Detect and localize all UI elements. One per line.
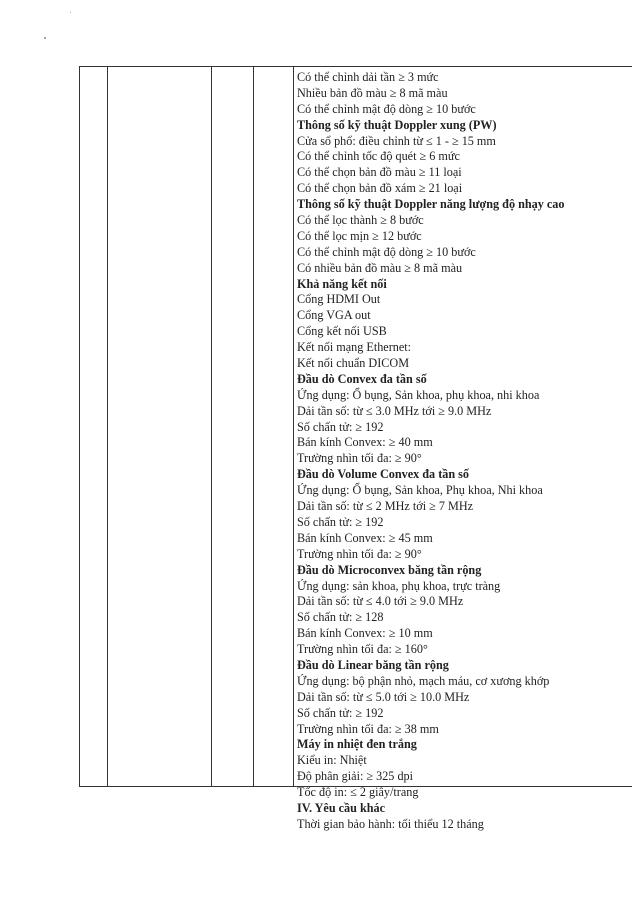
- spec-line: Bán kính Convex: ≥ 40 mm: [297, 435, 433, 450]
- spec-line: Trường nhìn tối đa: ≥ 38 mm: [297, 721, 439, 736]
- spec-line: Bán kính Convex: ≥ 45 mm: [297, 530, 433, 545]
- spec-line: Trường nhìn tối đa: ≥ 90°: [297, 451, 422, 466]
- spec-section-heading: Đầu dò Microconvex băng tần rộng: [297, 562, 482, 577]
- spec-line: Số chấn tử: ≥ 128: [297, 610, 384, 625]
- spec-line: Kiểu in: Nhiệt: [297, 753, 367, 768]
- spec-line: Tốc độ in: ≤ 2 giây/trang: [297, 785, 419, 800]
- table-column-divider: [211, 66, 212, 787]
- spec-section-heading: Đầu dò Linear băng tần rộng: [297, 657, 449, 672]
- spec-line: Cổng kết nối USB: [297, 324, 387, 339]
- spec-line: Ứng dụng: Ổ bụng, Sản khoa, Phụ khoa, Nhi khoa: [297, 483, 543, 498]
- spec-line: Trường nhìn tối đa: ≥ 90°: [297, 546, 422, 561]
- spec-line: Có thể chỉnh dải tần ≥ 3 mức: [297, 70, 439, 84]
- spec-line: Dải tần số: từ ≤ 2 MHz tới ≥ 7 MHz: [297, 499, 474, 514]
- spec-line: Cổng VGA out: [297, 308, 371, 323]
- spec-line: Có thể chỉnh mật độ dòng ≥ 10 bước: [297, 101, 476, 116]
- spec-section-heading: Thông số kỹ thuật Doppler xung (PW): [297, 117, 497, 132]
- spec-line: Bán kính Convex: ≥ 10 mm: [297, 626, 433, 641]
- spec-section-heading: Khả năng kết nối: [297, 276, 387, 291]
- spec-line: Có thể chọn bản đồ màu ≥ 11 loại: [297, 165, 462, 180]
- spec-line: Có thể chỉnh tốc độ quét ≥ 6 mức: [297, 149, 460, 164]
- spec-line: Ứng dụng: Ổ bụng, Sản khoa, phụ khoa, nhi khoa: [297, 387, 540, 402]
- spec-line: Dải tần số: từ ≤ 5.0 tới ≥ 10.0 MHz: [297, 689, 470, 704]
- spec-cell-content: [297, 70, 629, 833]
- spec-section-heading: IV. Yêu cầu khác: [297, 800, 386, 815]
- spec-line: Số chấn tử: ≥ 192: [297, 705, 384, 720]
- spec-line: Dải tần số: từ ≤ 4.0 tới ≥ 9.0 MHz: [297, 594, 464, 609]
- table-column-divider: [253, 66, 254, 787]
- spec-section-heading: Thông số kỹ thuật Doppler năng lượng độ nhạy cao: [297, 197, 565, 212]
- spec-line: Thời gian bảo hành: tối thiểu 12 tháng: [297, 816, 484, 831]
- spec-line: Ứng dụng: bộ phận nhỏ, mạch máu, cơ xương khớp: [297, 673, 550, 688]
- spec-line: Có thể chọn bản đồ xám ≥ 21 loại: [297, 181, 463, 196]
- spec-line: Kết nối chuẩn DICOM: [297, 356, 410, 371]
- scan-speck: [44, 37, 46, 39]
- spec-line: Cửa sổ phổ: điều chỉnh từ ≤ 1 - ≥ 15 mm: [297, 133, 496, 148]
- table-column-divider: [293, 66, 294, 787]
- spec-line: Có nhiều bản đồ màu ≥ 8 mã màu: [297, 260, 463, 275]
- spec-line: Dải tần số: từ ≤ 3.0 MHz tới ≥ 9.0 MHz: [297, 403, 492, 418]
- table-column-divider: [107, 66, 108, 787]
- spec-line: Số chấn tử: ≥ 192: [297, 419, 384, 434]
- spec-line: Ứng dụng: sản khoa, phụ khoa, trực tràng: [297, 578, 501, 593]
- spec-line: Kết nối mạng Ethernet:: [297, 340, 412, 355]
- spec-section-heading: Máy in nhiệt đen trắng: [297, 737, 417, 752]
- spec-section-heading: Đầu dò Convex đa tần số: [297, 371, 427, 386]
- spec-line: Có thể lọc thành ≥ 8 bước: [297, 213, 424, 228]
- spec-line: Trường nhìn tối đa: ≥ 160°: [297, 642, 428, 657]
- spec-line: Độ phân giải: ≥ 325 dpi: [297, 769, 414, 784]
- spec-line: Có thể chỉnh mật độ dòng ≥ 10 bước: [297, 244, 476, 259]
- scan-speck: [70, 12, 71, 13]
- spec-line: Nhiều bản đồ màu ≥ 8 mã màu: [297, 85, 448, 100]
- spec-section-heading: Đầu dò Volume Convex đa tần số: [297, 467, 470, 482]
- spec-line: Có thể lọc mịn ≥ 12 bước: [297, 228, 422, 243]
- spec-line: Số chấn tử: ≥ 192: [297, 514, 384, 529]
- spec-line: Cổng HDMI Out: [297, 292, 381, 307]
